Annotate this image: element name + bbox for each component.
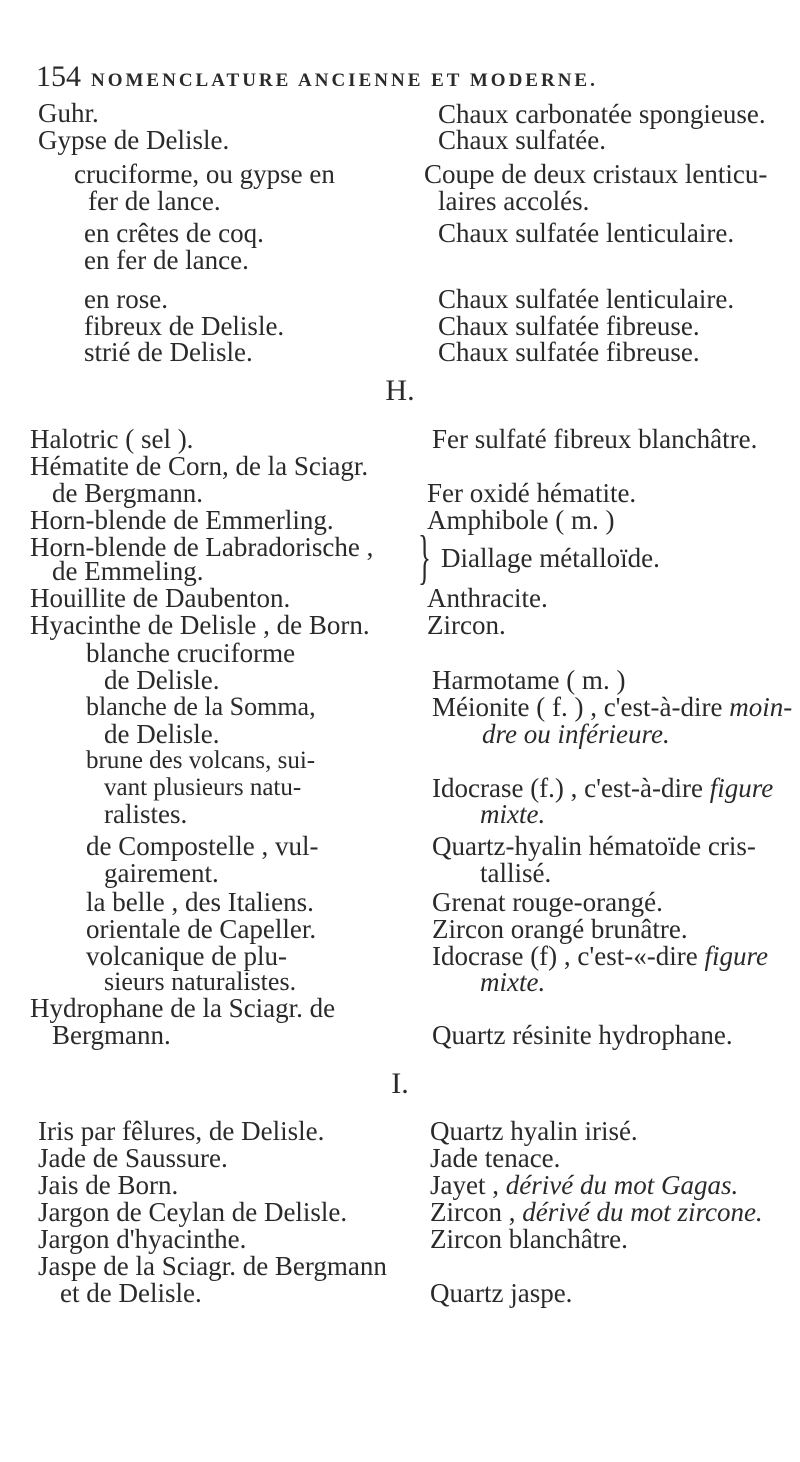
entry-right: Coupe de deux cristaux lenticu-	[424, 159, 768, 189]
entry-left: de Delisle.	[104, 665, 220, 695]
entry-left: Hyacinthe de Delisle , de Born.	[30, 610, 370, 640]
entry-right: Grenat rouge-orangé.	[432, 887, 663, 917]
entry-right: Fer sulfaté fibreux blanchâtre.	[432, 424, 758, 454]
entry-right: Anthracite.	[427, 583, 548, 613]
entry-right: Chaux sulfatée lenticulaire.	[438, 218, 735, 248]
entry-left: Halotric ( sel ).	[30, 424, 194, 454]
entry-right: Quartz résinite hydrophane.	[432, 1020, 733, 1050]
entry-right-italic: dre ou inférieure.	[482, 719, 670, 749]
entry-right: laires accolés.	[438, 186, 590, 216]
entry-left: Bergmann.	[52, 1020, 171, 1050]
entry-left: Iris par fêlures, de Delisle.	[38, 1116, 325, 1146]
entry-left: cruciforme, ou gypse en	[74, 159, 335, 189]
entry-right-text: Idocrase (f) , c'est-«-dire	[432, 941, 705, 971]
entry-right-italic: figure	[709, 773, 774, 803]
entry-right: Chaux sulfatée.	[438, 125, 606, 155]
entry-left: Jais de Born.	[38, 1170, 179, 1200]
entry-left: Jargon de Ceylan de Delisle.	[38, 1197, 348, 1227]
entry-right: tallisé.	[480, 858, 552, 888]
entry-right: Quartz-hyalin hématoïde cris-	[432, 831, 756, 861]
entry-left: brune des volcans, sui-	[86, 747, 316, 774]
entry-left: Hématite de Corn, de la Sciagr.	[30, 451, 369, 481]
entry-right: Quartz hyalin irisé.	[430, 1116, 638, 1146]
entry-left: strié de Delisle.	[84, 337, 253, 367]
entry-right: Quartz jaspe.	[430, 1278, 573, 1308]
entry-left: en rose.	[84, 284, 168, 314]
entry-left: blanche de la Somma,	[86, 692, 316, 721]
section-heading-i: I.	[391, 1067, 409, 1100]
entry-left: et de Delisle.	[60, 1278, 202, 1308]
entry-right: Zircon blanchâtre.	[430, 1224, 628, 1254]
entry-left: de Emmeling.	[52, 556, 204, 586]
entry-left: Horn-blende de Labradorische ,	[30, 532, 374, 562]
entry-right: Chaux sulfatée lenticulaire.	[438, 284, 735, 314]
entry-left: de Compostelle , vul-	[86, 831, 319, 861]
entry-right-italic: dérivé du mot Gagas.	[505, 1170, 739, 1200]
entry-right-text: Méionite ( f. ) , c'est-à-dire	[432, 692, 730, 722]
entry-right	[430, 1171, 738, 1199]
entry-left: en fer de lance.	[84, 245, 249, 275]
entry-left: Houillite de Daubenton.	[30, 583, 291, 613]
entry-right: Harmotame ( m. )	[432, 665, 626, 695]
section-heading-h: H.	[385, 374, 415, 407]
entry-left: Jargon d'hyacinthe.	[38, 1224, 247, 1254]
running-title: NOMENCLATURE ANCIENNE ET MODERNE.	[91, 70, 598, 91]
entry-left: Hydrophane de la Sciagr. de	[30, 993, 336, 1023]
entry-right-italic: figure	[704, 941, 768, 971]
entry-left: vant plusieurs natu-	[104, 774, 302, 801]
entry-right	[432, 693, 792, 721]
entry-right-italic: dérivé du mot zircone.	[522, 1197, 763, 1227]
entry-right: Zircon.	[427, 610, 506, 640]
entry-right-text: Jayet ,	[430, 1170, 506, 1200]
entry-right: Chaux sulfatée fibreuse.	[438, 337, 700, 367]
entry-right	[432, 774, 773, 802]
entry-left: de Delisle.	[104, 719, 220, 749]
entry-left: Horn-blende de Emmerling.	[30, 505, 334, 535]
entry-right	[432, 942, 768, 970]
entry-right: Amphibole ( m. )	[427, 505, 615, 535]
entry-right: Chaux carbonatée spongieuse.	[438, 99, 766, 129]
entry-left: blanche cruciforme	[86, 638, 296, 668]
entry-left: Gypse de Delisle.	[38, 125, 230, 155]
running-header	[36, 60, 598, 94]
entry-left: fer de lance.	[88, 186, 221, 216]
entry-right-text: Idocrase (f.) , c'est-à-dire	[432, 773, 710, 803]
entry-left: volcanique de plu-	[86, 941, 287, 971]
entry-left: Jaspe de la Sciagr. de Bergmann	[38, 1251, 387, 1281]
entry-left: gairement.	[104, 858, 219, 888]
entry-right: Diallage métalloïde.	[441, 543, 660, 573]
entry-right-italic: mixte.	[480, 967, 546, 997]
page-number: 154	[36, 60, 81, 93]
entry-left: ralistes.	[104, 799, 188, 829]
entry-right: Chaux sulfatée fibreuse.	[438, 311, 700, 341]
entry-right	[430, 1198, 763, 1226]
entry-left: la belle , des Italiens.	[86, 887, 314, 917]
brace-bracket: }	[418, 524, 431, 590]
entry-right-italic: moin-	[729, 692, 793, 722]
entry-left: orientale de Capeller.	[86, 914, 317, 944]
entry-left: fibreux de Delisle.	[84, 311, 285, 341]
entry-left: Guhr.	[38, 98, 99, 128]
entry-right: Fer oxidé hématite.	[427, 478, 637, 508]
entry-right-text: Zircon ,	[430, 1197, 523, 1227]
entry-left: Jade de Saussure.	[38, 1143, 228, 1173]
entry-left: sieurs naturalistes.	[104, 967, 297, 996]
entry-right-italic: mixte.	[480, 799, 546, 829]
entry-left: de Bergmann.	[52, 478, 203, 508]
entry-right: Jade tenace.	[430, 1143, 561, 1173]
entry-left: en crêtes de coq.	[84, 218, 264, 248]
entry-right: Zircon orangé brunâtre.	[432, 914, 688, 944]
